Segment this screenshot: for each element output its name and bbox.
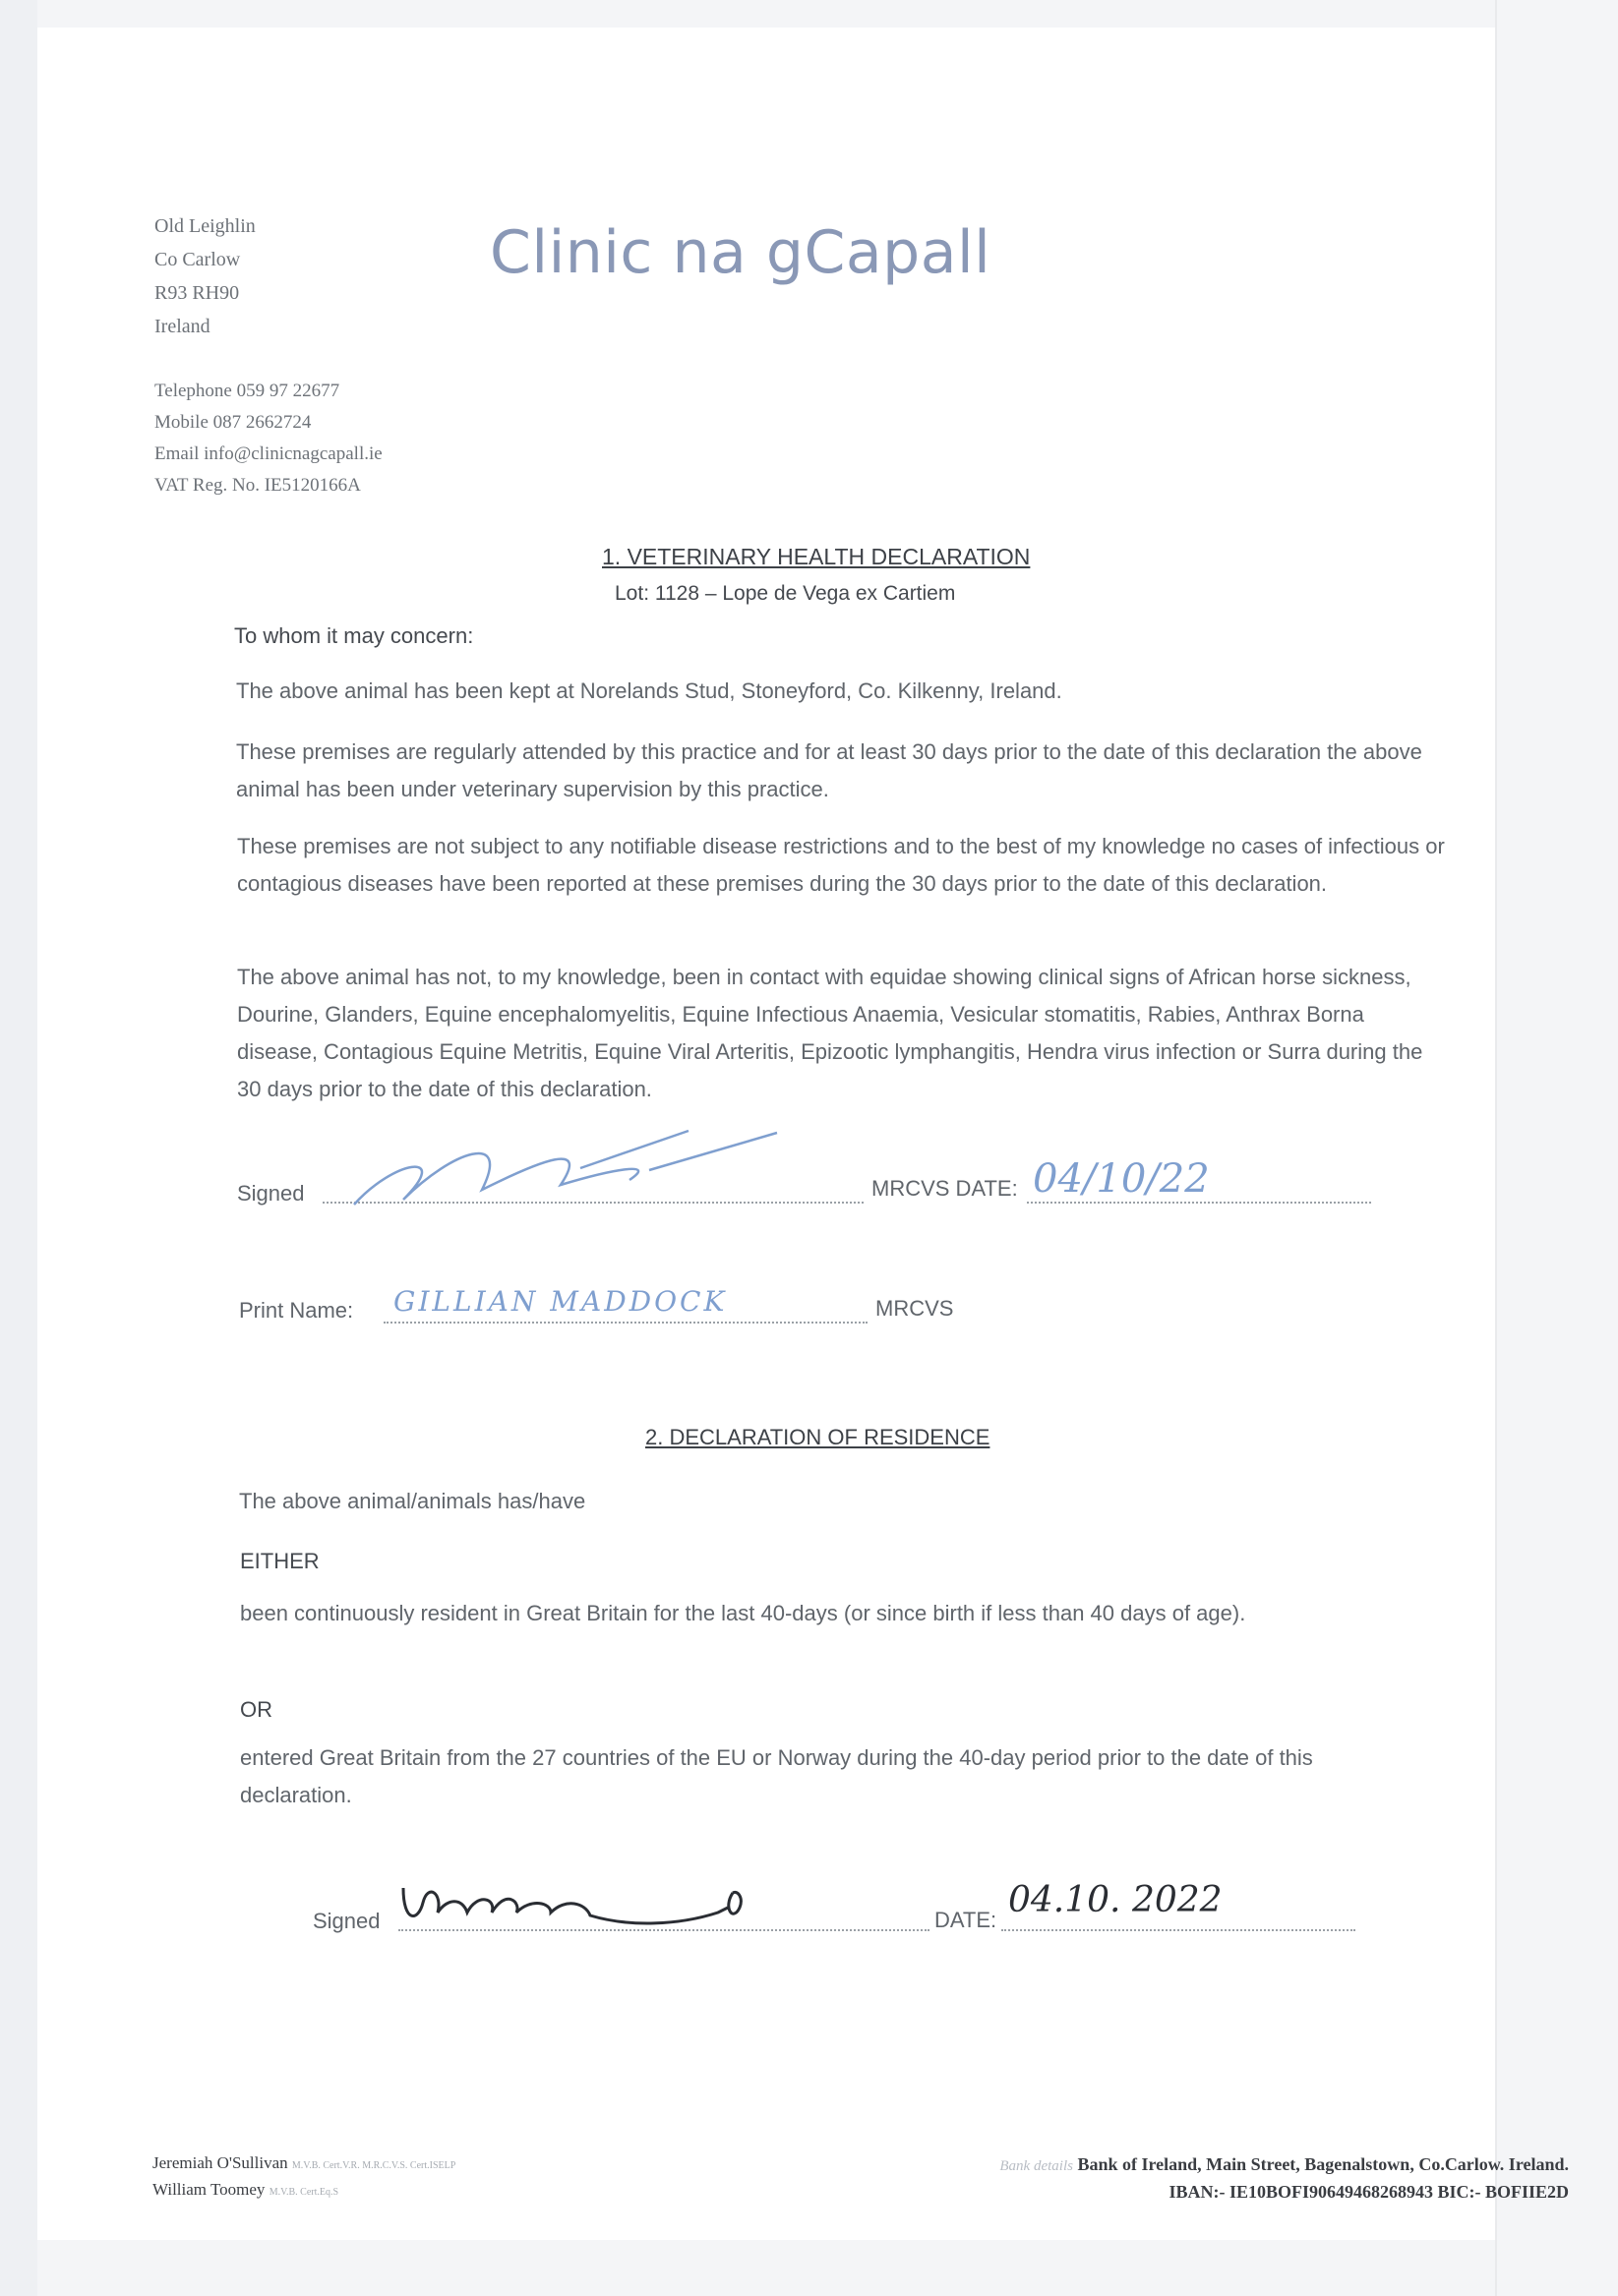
residence-option-1: been continuously resident in Great Britain for the last 40-days (or since birth if less than 40 days of age).	[240, 1601, 1246, 1625]
mrcvs-date-label: MRCVS DATE:	[871, 1176, 1018, 1201]
vet-1-quals: M.V.B. Cert.V.R. M.R.C.V.S. Cert.ISELP	[291, 2160, 456, 2171]
section2-heading: 2. DECLARATION OF RESIDENCE	[645, 1425, 990, 1449]
declaration-paragraph: These premises are not subject to any notifiable disease restrictions and to the best of my knowledge no cases of infectious or contagious diseases have been reported at these premises during the 30 days prior to the date of this declaration.	[237, 834, 1445, 896]
date-line	[1001, 1929, 1355, 1931]
residence-option-2: entered Great Britain from the 27 countries of the EU or Norway during the 40-day period prior to the date of this declaration.	[240, 1745, 1313, 1807]
bank-line	[782, 2151, 1569, 2179]
scan-left-edge	[0, 0, 37, 2296]
vet-signature	[334, 1121, 787, 1219]
signed-label: Signed	[313, 1909, 381, 1933]
declaration-paragraph: These premises are regularly attended by this practice and for at least 30 days prior to the date of this declaration the above animal has been under veterinary supervision by this practice.	[236, 739, 1422, 801]
address-line: Co Carlow	[154, 249, 241, 270]
mobile: Mobile 087 2662724	[154, 412, 312, 433]
declaration-paragraph: The above animal has been kept at Norelands Stud, Stoneyford, Co. Kilkenny, Ireland.	[236, 678, 1062, 703]
or-label: OR	[240, 1697, 272, 1722]
address-line: Ireland	[154, 316, 210, 337]
vet-1	[152, 2151, 455, 2178]
telephone: Telephone 059 97 22677	[154, 381, 340, 401]
footer-bank	[782, 2151, 1569, 2205]
section1-heading: 1. VETERINARY HEALTH DECLARATION	[602, 544, 1031, 569]
address-line: Old Leighlin	[154, 215, 256, 237]
declaration-paragraph: The above animal has not, to my knowledge, been in contact with equidae showing clinical signs of African horse sickness, Dourine, Glanders, Equine encephalomyelitis, Equine Infectious Anaemia, Vesicular stomatitis, Rabies, Anthrax Borna disease, Contagious Equine Metritis, Equine Viral Arteritis, Epizootic lymphangitis, Hendra virus infection or Surra during the 30 days prior to the date of this declaration.	[237, 965, 1423, 1101]
lot-line: Lot: 1128 – Lope de Vega ex Cartiem	[615, 582, 956, 605]
either-label: EITHER	[240, 1549, 320, 1573]
residence-intro: The above animal/animals has/have	[239, 1489, 586, 1513]
vet-2-quals: M.V.B. Cert.Eq.S	[269, 2187, 339, 2198]
address-line: R93 RH90	[154, 282, 240, 304]
salutation: To whom it may concern:	[234, 623, 474, 648]
email: Email info@clinicnagcapall.ie	[154, 443, 383, 464]
iban-line: IBAN:- IE10BOFI90649468268943 BIC:- BOFIIE2D	[1169, 2182, 1569, 2202]
vat-number: VAT Reg. No. IE5120166A	[154, 475, 361, 496]
clinic-name: Clinic na gCapall	[490, 218, 991, 287]
vet-date: 04/10/22	[1033, 1156, 1210, 1202]
signed-label: Signed	[237, 1181, 305, 1206]
vet-2	[152, 2178, 455, 2205]
scan-right-edge	[1495, 0, 1497, 2296]
vet-printed-name: GILLIAN MADDOCK	[393, 1285, 728, 1318]
mrcvs-label: MRCVS	[875, 1296, 954, 1321]
vet-1-name: Jeremiah O'Sullivan	[152, 2153, 288, 2172]
clinic-address	[154, 209, 256, 343]
date-label: DATE:	[934, 1908, 997, 1932]
footer-vets	[152, 2151, 455, 2205]
vet-2-name: William Toomey	[152, 2180, 266, 2199]
bank-address: Bank of Ireland, Main Street, Bagenalstown, Co.Carlow. Ireland.	[1077, 2154, 1569, 2174]
print-name-line	[384, 1322, 868, 1324]
clinic-contact	[154, 376, 383, 501]
owner-date: 04.10. 2022	[1008, 1880, 1223, 1920]
date-line	[1027, 1202, 1371, 1204]
owner-signature	[393, 1868, 767, 1937]
print-name-label: Print Name:	[239, 1298, 354, 1323]
bank-label: Bank details	[999, 2158, 1073, 2174]
